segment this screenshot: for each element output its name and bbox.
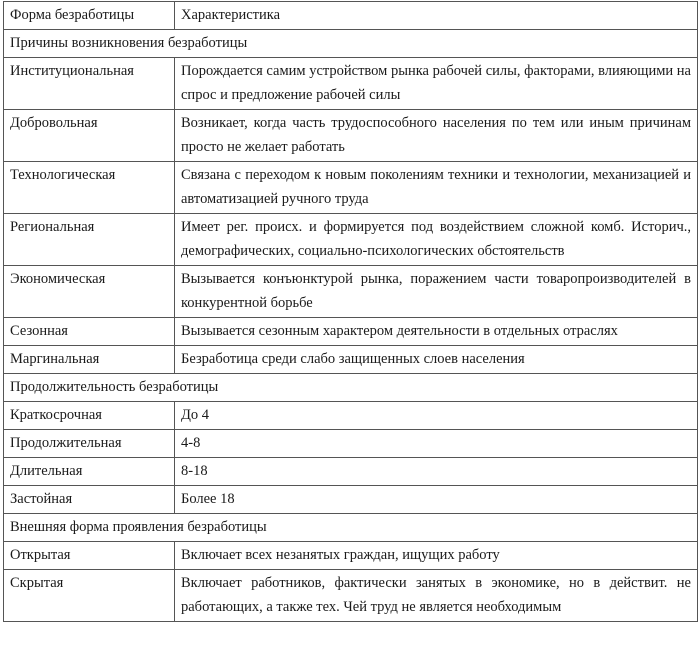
form-cell: Сезонная [4, 318, 175, 346]
form-cell: Краткосрочная [4, 402, 175, 430]
table-row [4, 58, 698, 110]
header-form: Форма безработицы [4, 2, 175, 30]
description-cell: Безработица среди слабо защищенных слоев населения [175, 346, 698, 374]
form-cell: Региональная [4, 214, 175, 266]
section-title: Причины возникновения безработицы [4, 30, 698, 58]
description-cell: Имеет рег. происх. и формируется под воздействием сложной комб. Историч., демографических, социально-психологических обстоятельств [175, 214, 698, 266]
table-row [4, 542, 698, 570]
description-cell: Связана с переходом к новым поколениям техники и технологии, механизацией и автоматизацией ручного труда [175, 162, 698, 214]
description-cell: Порождается самим устройством рынка рабочей силы, факторами, влияющими на спрос и предложение рабочей силы [175, 58, 698, 110]
description-cell: Включает работников, фактически занятых в экономике, но в действит. не работающих, а также тех. Чей труд не является необходимым [175, 570, 698, 622]
form-cell: Институциональная [4, 58, 175, 110]
description-cell: Более 18 [175, 486, 698, 514]
header-characteristic: Характеристика [175, 2, 698, 30]
table-row [4, 346, 698, 374]
table-row [4, 570, 698, 622]
section-title: Внешняя форма проявления безработицы [4, 514, 698, 542]
description-cell: Вызывается конъюнктурой рынка, поражением части товаропроизводителей в конкурентной борьбе [175, 266, 698, 318]
form-cell: Открытая [4, 542, 175, 570]
section-row [4, 374, 698, 402]
section-row [4, 30, 698, 58]
form-cell: Экономическая [4, 266, 175, 318]
form-cell: Продолжительная [4, 430, 175, 458]
description-cell: 4-8 [175, 430, 698, 458]
form-cell: Длительная [4, 458, 175, 486]
section-row [4, 514, 698, 542]
table-row [4, 162, 698, 214]
table-row [4, 402, 698, 430]
table-row [4, 214, 698, 266]
form-cell: Застойная [4, 486, 175, 514]
table-row [4, 458, 698, 486]
table-row [4, 110, 698, 162]
table-header-row [4, 2, 698, 30]
form-cell: Технологическая [4, 162, 175, 214]
description-cell: 8-18 [175, 458, 698, 486]
section-title: Продолжительность безработицы [4, 374, 698, 402]
table-row [4, 486, 698, 514]
unemployment-forms-table [3, 1, 698, 622]
description-cell: Включает всех незанятых граждан, ищущих работу [175, 542, 698, 570]
form-cell: Скрытая [4, 570, 175, 622]
form-cell: Маргинальная [4, 346, 175, 374]
description-cell: Возникает, когда часть трудоспособного населения по тем или иным причинам просто не желает работать [175, 110, 698, 162]
description-cell: Вызывается сезонным характером деятельности в отдельных отраслях [175, 318, 698, 346]
form-cell: Добровольная [4, 110, 175, 162]
table-row [4, 430, 698, 458]
table-row [4, 266, 698, 318]
description-cell: До 4 [175, 402, 698, 430]
table-row [4, 318, 698, 346]
